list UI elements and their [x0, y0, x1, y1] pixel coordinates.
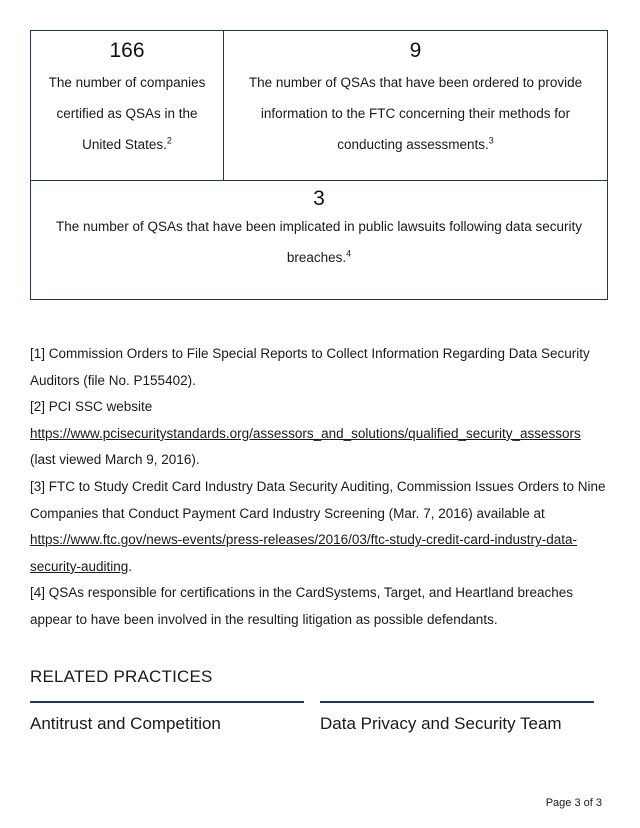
stat-number: 166	[109, 39, 145, 62]
stat-text: The number of QSAs that have been ordered to provide information to the FTC concerning their methods for conducting assessments.	[248, 75, 583, 152]
practice-label[interactable]: Data Privacy and Security Team	[320, 714, 562, 733]
stat-description	[45, 67, 209, 160]
footnote-2-suffix: (last viewed March 9, 2016).	[30, 452, 200, 468]
stat-text: The number of companies certified as QSAs in the United States.	[48, 75, 206, 152]
stat-cell-implicated	[31, 181, 607, 299]
stat-description	[238, 67, 593, 160]
stats-row-top	[31, 31, 607, 181]
footnote-3	[30, 474, 610, 580]
footnote-3-suffix: .	[128, 558, 133, 574]
footnote-2	[30, 394, 610, 474]
page-number: Page 3 of 3	[545, 797, 602, 809]
footnote-ref[interactable]: 4	[346, 248, 352, 259]
footnote-ref[interactable]: 3	[488, 135, 494, 146]
footnote-2-prefix: [2] PCI SSC website	[30, 399, 153, 415]
footnote-ref[interactable]: 2	[166, 135, 172, 146]
stat-number: 9	[409, 39, 422, 62]
footnote-1: [1] Commission Orders to File Special Reports to Collect Information Regarding Data Security Auditors (file No. P155402).	[30, 346, 590, 388]
footnote-3-link[interactable]: https://www.ftc.gov/news-events/press-releases/2016/03/ftc-study-credit-card-industry-data-security-auditing	[30, 532, 577, 574]
stats-table	[30, 30, 608, 300]
footnote-3-text: [3] FTC to Study Credit Card Industry Data Security Auditing, Commission Issues Orders to Nine Companies that Conduct Payment Card Industry Screening (Mar. 7, 2016) available at	[30, 478, 606, 521]
footnote-2-link[interactable]: https://www.pcisecuritystandards.org/assessors_and_solutions/qualified_security_assessors	[30, 425, 581, 441]
stat-number: 3	[313, 187, 325, 210]
practice-antitrust[interactable]	[30, 701, 304, 741]
stat-text: The number of QSAs that have been implicated in public lawsuits following data security breaches.	[55, 219, 583, 265]
footnotes	[30, 341, 610, 634]
related-practices-heading: RELATED PRACTICES	[30, 667, 213, 686]
stat-cell-certified	[31, 31, 224, 180]
practice-label[interactable]: Antitrust and Competition	[30, 714, 221, 733]
footnote-4: [4] QSAs responsible for certifications in the CardSystems, Target, and Heartland breaches appear to have been involved in the resulting litigation as possible defendants.	[30, 585, 574, 627]
stat-description	[49, 211, 589, 273]
stat-cell-ordered	[224, 31, 607, 180]
practice-data-privacy[interactable]	[320, 701, 594, 741]
